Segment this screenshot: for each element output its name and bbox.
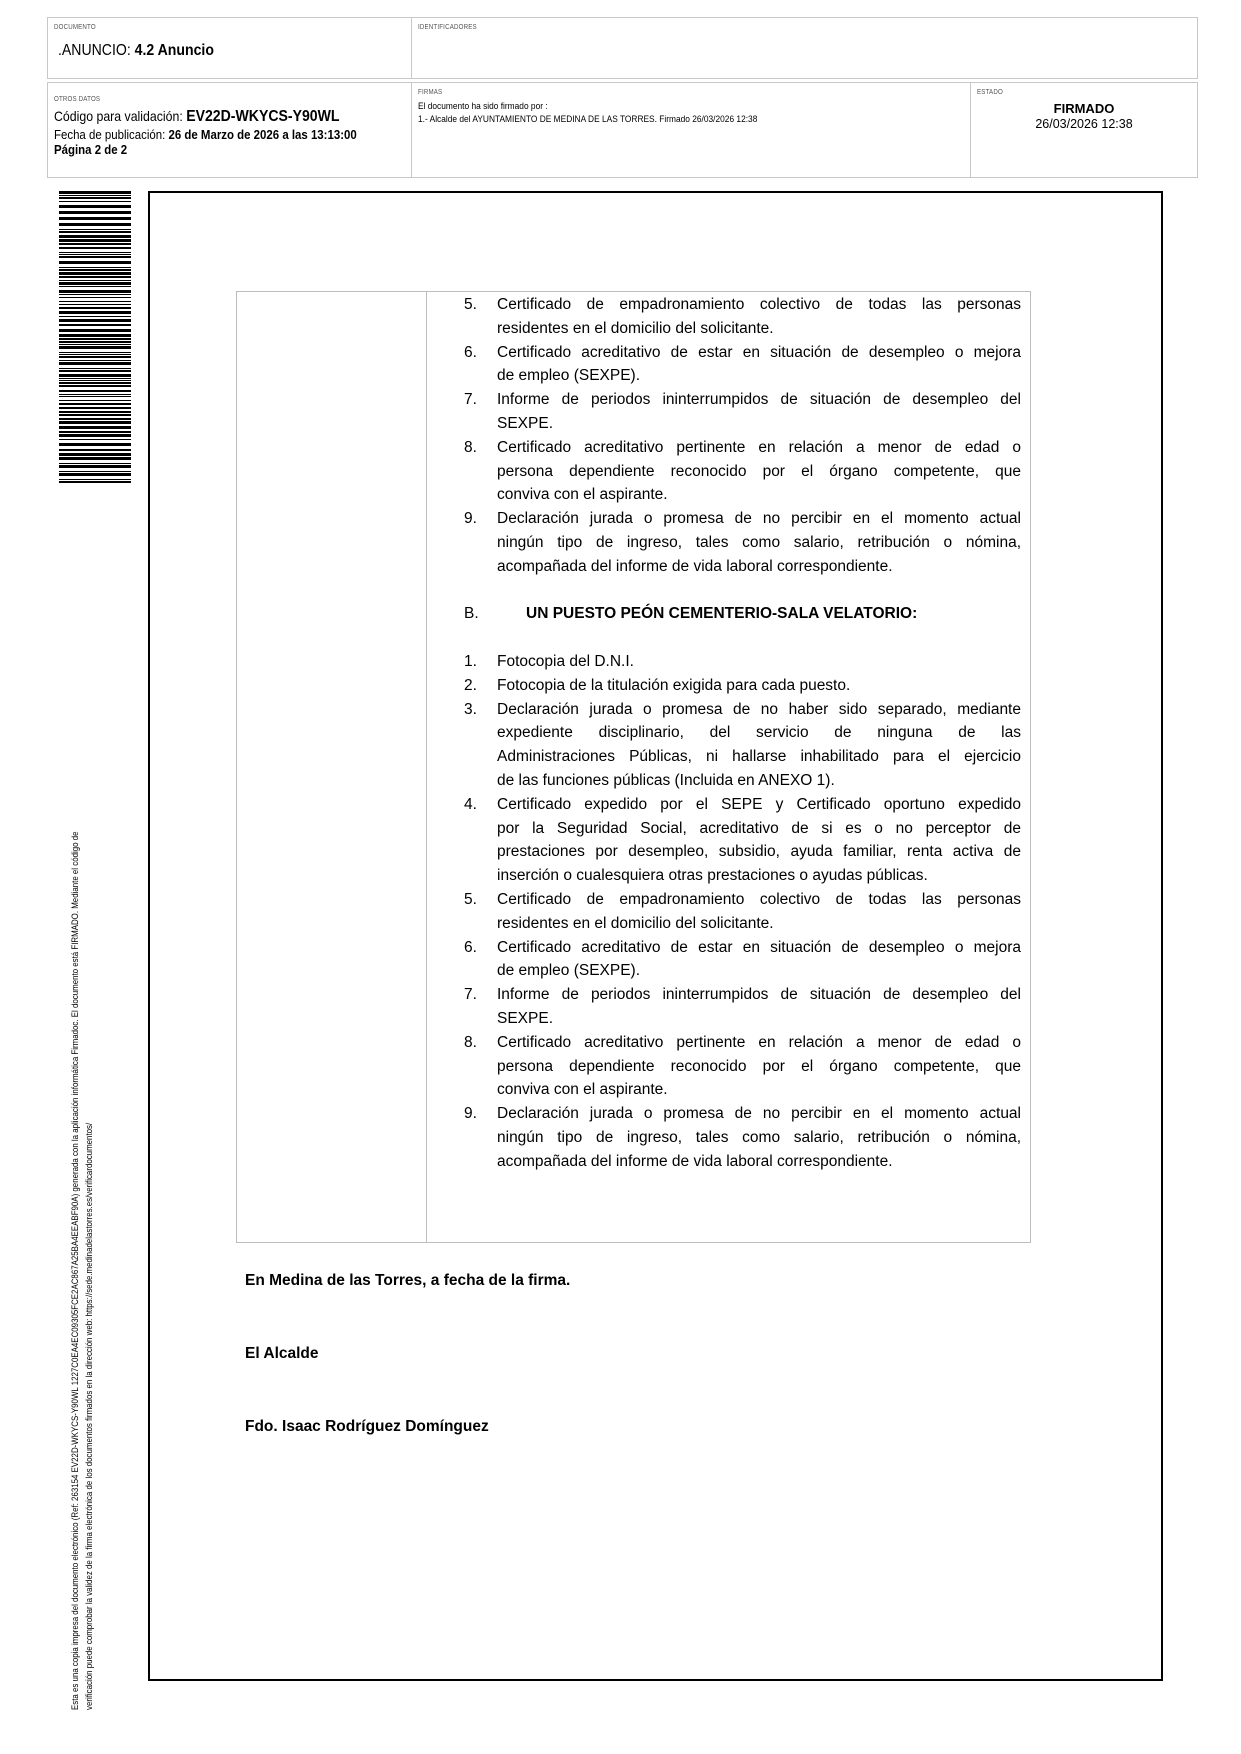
list-item-line — [464, 745, 1021, 769]
barcode-bar — [59, 256, 131, 258]
list-item-line — [464, 483, 1021, 507]
barcode-bar — [59, 370, 131, 372]
list-item-line — [464, 769, 1021, 793]
list-item-text: prestaciones por desempleo, subsidio, ayuda familiar, renta activa de — [497, 843, 1021, 861]
barcode-bar — [59, 360, 131, 361]
list-item-text: Declaración jurada o promesa de no percibir en el momento actual — [497, 510, 1021, 528]
barcode-bar — [59, 382, 131, 384]
blank-line — [464, 579, 1021, 603]
firmas-intro: El documento ha sido firmado por : — [418, 101, 548, 112]
barcode-bar — [59, 362, 131, 365]
barcode-bar — [59, 261, 131, 264]
list-item-line — [464, 436, 1021, 460]
barcode-bar — [59, 414, 131, 416]
header-identificadores-cell — [411, 17, 1198, 79]
barcode-bar — [59, 297, 131, 298]
list-item-line — [464, 1055, 1021, 1079]
list-item-number: 6. — [464, 938, 477, 956]
validation-code-label: Código para validación: — [54, 108, 183, 124]
barcode-bar — [59, 290, 131, 293]
barcode-bar — [59, 319, 131, 322]
document-name: 4.2 Anuncio — [134, 42, 214, 59]
list-item-line — [464, 364, 1021, 388]
list-item-line — [464, 317, 1021, 341]
barcode-bar — [59, 479, 131, 480]
barcode-bar — [59, 341, 131, 343]
list-item-text: conviva con el aspirante. — [497, 486, 668, 504]
barcode-bar — [59, 356, 131, 358]
list-item-text: Fotocopia de la titulación exigida para cada puesto. — [497, 676, 851, 694]
barcode-bar — [59, 205, 131, 208]
barcode-bar — [59, 481, 131, 483]
list-item-number: 5. — [464, 890, 477, 908]
firmas-label: FIRMAS — [418, 89, 443, 96]
barcode-bar — [59, 201, 131, 202]
list-item-text: ningún tipo de ingreso, tales como salario, retribución o nómina, — [497, 533, 1021, 551]
section-b-title: UN PUESTO PEÓN CEMENTERIO-SALA VELATORIO: — [526, 605, 918, 623]
barcode-bar — [59, 267, 131, 268]
barcode-bar — [59, 380, 131, 381]
list-item-number: 9. — [464, 1105, 477, 1123]
list-item-text: residentes en el domicilio del solicitante. — [497, 319, 774, 337]
list-item-text: SEXPE. — [497, 414, 553, 432]
list-item-text: Declaración jurada o promesa de no haber sido separado, mediante — [497, 700, 1021, 718]
barcode-bar — [59, 431, 131, 433]
barcode-bar — [59, 247, 131, 249]
list-item-line — [464, 793, 1021, 817]
identificadores-label: IDENTIFICADORES — [418, 24, 477, 31]
barcode-bar — [59, 272, 131, 275]
documento-label: DOCUMENTO — [54, 24, 96, 31]
barcode-bar — [59, 465, 131, 468]
list-item-line — [464, 698, 1021, 722]
list-item-number: 8. — [464, 1033, 477, 1051]
list-item-text: Certificado acreditativo pertinente en relación a menor de edad o — [497, 438, 1021, 456]
barcode-bar — [59, 396, 131, 397]
list-item-text: de las funciones públicas (Incluida en ANEXO 1). — [497, 771, 835, 789]
barcode-bar — [59, 311, 131, 314]
list-item-line — [464, 650, 1021, 674]
list-item-line — [464, 936, 1021, 960]
barcode-bar — [59, 418, 131, 420]
barcode-bar — [59, 338, 131, 340]
barcode-bar — [59, 378, 131, 379]
list-item-line — [464, 555, 1021, 579]
barcode-bar — [59, 235, 131, 238]
list-item-text: acompañada del informe de vida laboral correspondiente. — [497, 557, 893, 575]
barcode-bar — [59, 374, 131, 377]
list-item-text: Certificado de empadronamiento colectivo de todas las personas — [497, 890, 1021, 908]
otros-datos-label: OTROS DATOS — [54, 96, 101, 103]
firma-entry: 1.- Alcalde del AYUNTAMIENTO DE MEDINA DE LAS TORRES. Firmado 26/03/2026 12:38 — [418, 114, 758, 125]
list-item-text: ningún tipo de ingreso, tales como salario, retribución o nómina, — [497, 1128, 1021, 1146]
list-item-text: residentes en el domicilio del solicitante. — [497, 914, 774, 932]
list-item-text: expediente disciplinario, del servicio de ninguna de las — [497, 724, 1021, 742]
barcode-bar — [59, 346, 131, 349]
list-item-text: conviva con el aspirante. — [497, 1081, 668, 1099]
signer-name: Fdo. Isaac Rodríguez Domínguez — [245, 1418, 489, 1435]
barcode-bar — [59, 307, 131, 309]
barcode-bar — [59, 473, 131, 476]
barcode-bar — [59, 197, 131, 199]
list-item-line — [464, 531, 1021, 555]
list-item-text: Fotocopia del D.N.I. — [497, 652, 634, 670]
list-item-text: Certificado acreditativo de estar en situación de desempleo o mejora — [497, 938, 1021, 956]
list-item-text: Declaración jurada o promesa de no percibir en el momento actual — [497, 1105, 1021, 1123]
barcode-bar — [59, 276, 131, 278]
barcode-bar — [59, 269, 131, 271]
list-item-line — [464, 1150, 1021, 1174]
table-column-divider — [426, 291, 427, 1243]
list-item-number: 5. — [464, 296, 477, 313]
section-b-heading — [464, 602, 1021, 626]
estado-date: 26/03/2026 12:38 — [1035, 117, 1133, 131]
barcode-bar — [59, 352, 131, 353]
barcode-bar — [59, 403, 131, 405]
barcode-bar — [59, 243, 131, 245]
barcode-bar — [59, 239, 131, 242]
list-item-line — [464, 460, 1021, 484]
barcode-bar — [59, 304, 131, 305]
barcode-bar — [59, 426, 131, 429]
publication-date-label: Fecha de publicación: — [54, 127, 166, 142]
barcode-bar — [59, 354, 131, 355]
barcode-bar — [59, 453, 131, 456]
barcode-bar — [59, 368, 131, 369]
list-item-line — [464, 959, 1021, 983]
document-type: .ANUNCIO: — [58, 42, 131, 59]
list-item-text: Administraciones Públicas, ni hallarse inhabilitado para el ejercicio — [497, 748, 1021, 766]
list-item-line — [464, 983, 1021, 1007]
barcode-bar — [59, 390, 131, 392]
list-item-line — [464, 507, 1021, 531]
list-item-line — [464, 412, 1021, 436]
list-item-line — [464, 1126, 1021, 1150]
page-number: Página 2 de 2 — [54, 142, 128, 157]
list-item-line — [464, 293, 1021, 317]
list-item-line — [464, 388, 1021, 412]
barcode-bar — [59, 421, 131, 424]
barcode-bar — [59, 231, 131, 233]
list-item-number: 7. — [464, 391, 477, 409]
list-item-number: 1. — [464, 652, 477, 670]
barcode-bar — [59, 294, 131, 295]
barcode-bar — [59, 463, 131, 464]
validation-code-line — [54, 108, 340, 126]
publication-date: 26 de Marzo de 2026 a las 13:13:00 — [168, 127, 357, 142]
list-item-text: Certificado de empadronamiento colectivo de todas las personas — [497, 296, 1021, 313]
list-item-text: Certificado acreditativo pertinente en relación a menor de edad o — [497, 1033, 1021, 1051]
barcode-bar — [59, 394, 131, 395]
barcode-bar — [59, 316, 131, 317]
list-item-text: de empleo (SEXPE). — [497, 367, 641, 385]
list-item-number: 6. — [464, 343, 477, 361]
barcode-bar — [59, 385, 131, 387]
barcode-bar — [59, 252, 131, 253]
barcode-bar — [59, 191, 131, 194]
barcode-bar — [59, 457, 131, 460]
list-item-line — [464, 1102, 1021, 1126]
list-item-line — [464, 674, 1021, 698]
estado-label: ESTADO — [977, 89, 1003, 96]
blank-line — [464, 626, 1021, 650]
list-item-text: Certificado acreditativo de estar en situación de desempleo o mejora — [497, 343, 1021, 361]
barcode — [59, 191, 131, 487]
list-item-line — [464, 888, 1021, 912]
header-firmas-cell — [411, 82, 971, 178]
barcode-bar — [59, 329, 131, 332]
list-item-number: 9. — [464, 510, 477, 528]
list-item-line — [464, 817, 1021, 841]
barcode-bar — [59, 411, 131, 413]
barcode-bar — [59, 286, 131, 287]
list-item-number: 3. — [464, 700, 477, 718]
barcode-bar — [59, 217, 131, 220]
list-item-line — [464, 1007, 1021, 1031]
list-item-line — [464, 1078, 1021, 1102]
barcode-bar — [59, 471, 131, 472]
list-item-line — [464, 864, 1021, 888]
list-item-line — [464, 341, 1021, 365]
list-item-number: 4. — [464, 795, 477, 813]
barcode-bar — [59, 449, 131, 451]
place-date: En Medina de las Torres, a fecha de la firma. — [245, 1272, 571, 1289]
list-item-number: 2. — [464, 676, 477, 694]
list-item-text: SEXPE. — [497, 1009, 553, 1027]
estado-value: FIRMADO — [1053, 101, 1115, 116]
list-item-number: 8. — [464, 438, 477, 456]
barcode-bar — [59, 443, 131, 446]
barcode-bar — [59, 334, 131, 337]
list-item-text: persona dependiente reconocido por el órgano competente, que — [497, 462, 1021, 480]
signer-role: El Alcalde — [245, 1345, 319, 1362]
section-b-letter: B. — [464, 605, 479, 623]
barcode-bar — [59, 434, 131, 437]
barcode-bar — [59, 400, 131, 401]
barcode-bar — [59, 223, 131, 226]
list-item-text: persona dependiente reconocido por el órgano competente, que — [497, 1057, 1021, 1075]
list-item-line — [464, 840, 1021, 864]
list-item-text: de empleo (SEXPE). — [497, 962, 641, 980]
list-item-text: acompañada del informe de vida laboral correspondiente. — [497, 1152, 893, 1170]
validation-code: EV22D-WKYCS-Y90WL — [186, 108, 340, 125]
verification-note-line2: verificación puede comprobar la validez de la firma electrónica de los documentos firmados en la dirección web: https://sede.medinadelastorres.es/verificardocumentos/ — [84, 1122, 94, 1710]
barcode-bar — [59, 211, 131, 214]
list-item-line — [464, 912, 1021, 936]
barcode-bar — [59, 280, 131, 281]
barcode-bar — [59, 344, 131, 345]
barcode-bar — [59, 254, 131, 255]
verification-note — [68, 530, 96, 1710]
barcode-bar — [59, 324, 131, 326]
barcode-bar — [59, 301, 131, 302]
list-item-text: por la Seguridad Social, acreditativo de si es o no perceptor de — [497, 819, 1021, 837]
barcode-bar — [59, 407, 131, 409]
barcode-bar — [59, 282, 131, 285]
barcode-bar — [59, 439, 131, 440]
list-item-text: Informe de periodos ininterrumpidos de situación de desempleo del — [497, 391, 1021, 409]
publication-date-line — [54, 127, 357, 142]
verification-note-line1: Esta es una copia impresa del documento electrónico (Ref: 263154 EV22D-WKYCS-Y90WL 1227C0EA4EC09305FCE2AC867A25BA4EEABF90A) generada con la aplicación informática Firmadoc. El documento está FIRMADO. Mediante el código de — [70, 831, 80, 1710]
barcode-bar — [59, 229, 131, 230]
list-item-text: Certificado expedido por el SEPE y Certificado oportuno expedido — [497, 795, 1021, 813]
barcode-bar — [59, 195, 131, 196]
list-item-line — [464, 1031, 1021, 1055]
list-item-text: Informe de periodos ininterrumpidos de situación de desempleo del — [497, 986, 1021, 1004]
list-item-line — [464, 721, 1021, 745]
document-title — [58, 42, 214, 60]
list-item-text: inserción o cualesquiera otras prestaciones o ayudas públicas. — [497, 867, 928, 885]
list-item-number: 7. — [464, 986, 477, 1004]
requirements-list — [464, 293, 1021, 1173]
